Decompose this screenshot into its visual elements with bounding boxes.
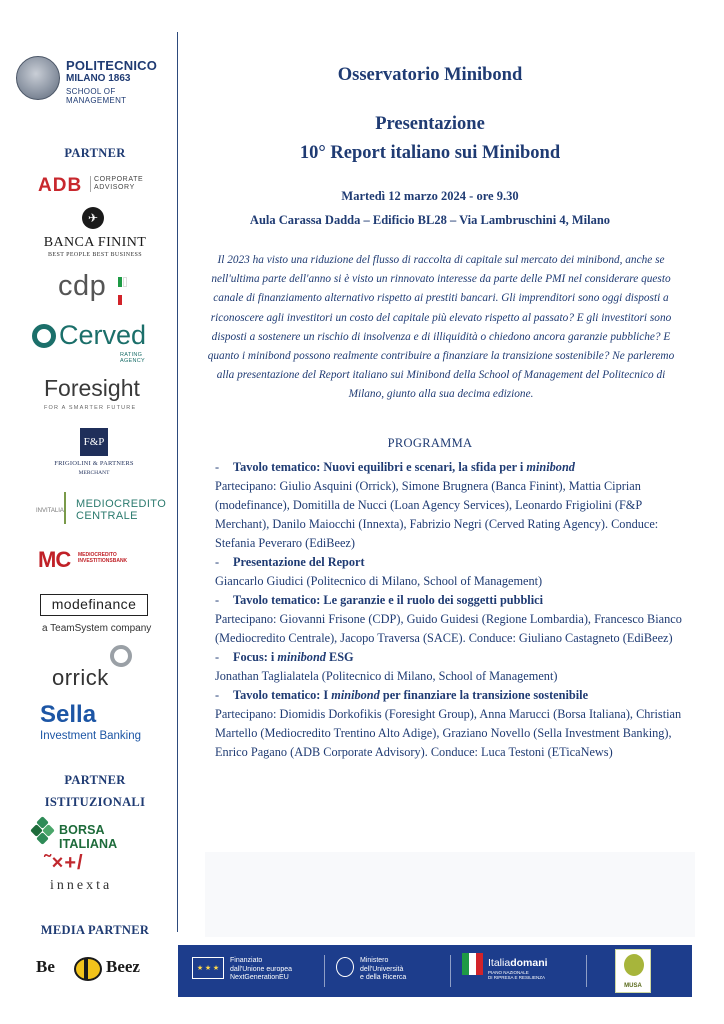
orrick-text: orrick <box>52 665 109 690</box>
cdp-logo[interactable] <box>58 270 138 306</box>
heading-text: Tavolo tematico: Nuovi equilibri e scenari, la sfida per i <box>233 460 527 474</box>
mcib-line2: INVESTITIONSBANK <box>78 558 128 564</box>
borsa-text: BORSA ITALIANA <box>59 823 118 851</box>
programma-title: PROGRAMMA <box>387 436 473 450</box>
modefinance-text: modefinance <box>40 594 148 616</box>
partner-heading: PARTNER <box>64 146 126 160</box>
heading-text-end: per finanziare la transizione sostenibile <box>379 688 589 702</box>
fp-sub: MERCHANT <box>78 470 110 476</box>
programma-item-body: Partecipano: Giovanni Frisone (CDP), Guido Guidesi (Regione Lombardia), Francesco Bianco (Mediocredito Centrale), Jacopo Traversa (SACE). Conduce: Giuliano Castagneto (EdiBeez) <box>215 612 682 645</box>
footer-divider <box>450 955 451 987</box>
finint-runner-icon: ✈ <box>82 207 104 229</box>
italia-text: Italia <box>488 957 511 969</box>
programma-item-body: Partecipano: Giulio Asquini (Orrick), Simone Brugnera (Banca Finint), Mattia Ciprian (modefinance), Domitilla de Nucci (Loan Agency Services), Leonardo Frigiolini (F&P Merchant), Danilo Maiocchi (Innexta), Fabrizio Negri (Cerved Rating Agency). Conduce: Stefania Peveraro (EdiBeez) <box>215 479 659 550</box>
partner-istituzionali-heading-2: ISTITUZIONALI <box>44 795 146 809</box>
sidebar <box>0 0 178 1024</box>
politecnico-name: POLITECNICO <box>66 58 158 73</box>
foresight-text: Foresight <box>44 375 140 401</box>
heading-text: Tavolo tematico: Le garanzie e il ruolo dei soggetti pubblici <box>233 593 544 607</box>
mcc-divider <box>64 492 66 524</box>
pnrr-text <box>488 970 545 980</box>
heading-text-end: ESG <box>325 650 354 664</box>
programma-item-body: Jonathan Taglialatela (Politecnico di Milano, School of Management) <box>215 669 558 683</box>
organization-title: Osservatorio Minibond <box>337 65 523 85</box>
italian-flag-icon <box>118 274 131 284</box>
pnrr-line2: DI RIPRESA E RESILIENZA <box>488 975 546 980</box>
programma-item-heading <box>215 591 685 610</box>
adb-mark: ADB <box>38 175 83 196</box>
bebeez-be: Be <box>36 957 55 976</box>
mur-line3: e della Ricerca <box>360 974 407 981</box>
programma-list <box>215 458 685 762</box>
musa-text: MUSA <box>624 983 642 989</box>
bullet-dash: - <box>215 555 220 569</box>
mcc-line1: MEDIOCREDITO <box>76 498 167 510</box>
modefinance-logo[interactable] <box>40 594 152 638</box>
adb-text <box>90 176 143 192</box>
mur-text <box>360 957 406 983</box>
programma-item-body: Giancarlo Giudici (Politecnico di Milano, School of Management) <box>215 574 543 588</box>
finint-tagline: BEST PEOPLE BEST BUSINESS <box>48 252 142 258</box>
heading-emphasis: minibond <box>331 688 380 702</box>
partner-istituzionali-heading-1: PARTNER <box>64 773 126 787</box>
mediocredito-investitionsbank-logo[interactable] <box>38 547 163 573</box>
fp-merchant-logo[interactable] <box>44 428 144 482</box>
mcc-line2: CENTRALE <box>76 510 138 522</box>
media-partner-heading: MEDIA PARTNER <box>40 923 150 937</box>
tree-icon <box>624 954 644 976</box>
eu-text <box>230 957 292 983</box>
sella-text: Sella <box>40 701 97 728</box>
fp-monogram: F&P <box>80 428 108 456</box>
foresight-sub: FOR A SMARTER FUTURE <box>44 405 137 411</box>
orrick-ring-icon <box>110 645 132 667</box>
blank-panel <box>205 852 695 937</box>
event-title-line2: 10° Report italiano sui Minibond <box>299 143 561 163</box>
sella-sub: Investment Banking <box>40 730 142 742</box>
domani-text: domani <box>510 957 548 969</box>
pnrr-line1: PIANO NAZIONALE <box>488 970 529 975</box>
modefinance-sub: a TeamSystem company <box>42 623 152 634</box>
sella-logo[interactable] <box>40 701 160 745</box>
politecnico-seal-icon <box>16 56 60 100</box>
innexta-mark-icon: ˜×+/ <box>44 852 84 874</box>
banca-finint-logo[interactable] <box>30 207 160 261</box>
heading-text: Presentazione del Report <box>233 555 365 569</box>
programma-item-body: Partecipano: Diomidis Dorkofikis (Foresight Group), Anna Marucci (Borsa Italiana), Christian Martello (Mediocredito Trentino Alto Adige), Graziano Novello (Sella Investment Banking), Enrico Pagano (ADB Corporate Advisory). Conduce: Luca Testoni (ETicaNews) <box>215 707 682 759</box>
heading-emphasis: minibond <box>526 460 575 474</box>
borsa-italiana-logo[interactable] <box>32 818 162 851</box>
cerved-sub: RATING AGENCY <box>120 352 146 364</box>
cerved-ring-icon <box>32 324 56 348</box>
cerved-text: Cerved <box>59 320 147 350</box>
eu-line3: NextGenerationEU <box>230 974 289 981</box>
politecnico-school: SCHOOL OF MANAGEMENT <box>66 87 127 105</box>
borsa-mark-icon <box>32 818 54 844</box>
heading-emphasis: minibond <box>277 650 326 664</box>
mcib-line1: MEDIOCREDITO <box>78 552 117 558</box>
bebeez-logo[interactable] <box>36 955 166 991</box>
bullet-dash: - <box>215 593 220 607</box>
mur-line1: Ministero <box>360 957 389 964</box>
eu-line2: dall'Unione europea <box>230 965 293 973</box>
adb-line2: ADVISORY <box>94 184 135 191</box>
adb-logo[interactable] <box>38 175 158 195</box>
footer-divider <box>324 955 325 987</box>
bullet-dash: - <box>215 650 220 664</box>
innexta-text: innexta <box>50 878 113 893</box>
event-date: Martedì 12 marzo 2024 - ore 9.30 <box>341 189 519 203</box>
italia-domani-text <box>488 957 548 969</box>
musa-logo[interactable] <box>615 949 651 993</box>
cerved-logo[interactable] <box>32 322 162 362</box>
mur-line2: dell'Università <box>360 965 404 973</box>
adb-line1: CORPORATE <box>94 176 144 183</box>
heading-text: Tavolo tematico: I <box>233 688 332 702</box>
mcib-text <box>78 552 127 564</box>
bullet-dash: - <box>215 688 220 702</box>
programma-item-heading <box>215 648 685 667</box>
fp-name: FRIGIOLINI & PARTNERS <box>54 460 134 467</box>
italian-emblem-icon <box>336 957 354 977</box>
sidebar-divider <box>177 32 178 932</box>
eu-line1: Finanziato <box>230 957 263 964</box>
orrick-logo[interactable] <box>52 645 142 691</box>
eu-flag-icon: ★ ★ ★ <box>192 957 224 979</box>
italia-domani-flag-icon <box>462 953 484 975</box>
bullet-dash: - <box>215 460 220 474</box>
funding-footer <box>178 945 692 997</box>
mcc-text <box>76 498 166 522</box>
footer-divider <box>586 955 587 987</box>
cdp-text: cdp <box>58 270 107 302</box>
mediocredito-centrale-logo[interactable] <box>36 492 166 524</box>
politecnico-city: MILANO 1863 <box>66 73 131 84</box>
intro-paragraph: Il 2023 ha visto una riduzione del flusso di raccolta di capitale sul mercato dei minibond, anche se nell'ultima parte dell'anno si è visto un rinnovato interesse da parte delle PMI nel considerare questo canale di finanziamento alternativo rispetto ai prestiti bancari. Gli imprenditori sono oggi disposti a riconoscere agli investitori un costo del capitale più elevato rispetto al passato? E gli investitori sono disposti a sostenere un rischio di insolvenza e di illiquidità o chiedono ancora garanzie pubbliche? E quanto i minibond possono realmente contribuire a finanziare la transizione sostenibile? Ne parleremo alla presentazione del Report italiano sui Minibond della School of Management del Politecnico di Milano, giunto alla sua decima edizione. <box>207 254 675 401</box>
programma-item-heading <box>215 686 685 705</box>
mcib-mark: MC <box>38 547 71 572</box>
foresight-logo[interactable] <box>44 375 159 415</box>
innexta-logo[interactable] <box>44 852 154 902</box>
invitalia-text: INVITALIA <box>36 508 64 514</box>
finint-name: BANCA FININT <box>43 235 147 250</box>
event-title-line1: Presentazione <box>375 114 485 134</box>
bee-icon <box>74 957 102 981</box>
heading-text: Focus: i <box>233 650 278 664</box>
bebeez-beez: Beez <box>106 957 140 976</box>
event-venue: Aula Carassa Dadda – Edificio BL28 – Via Lambruschini 4, Milano <box>249 213 611 227</box>
politecnico-logo[interactable] <box>16 56 174 105</box>
programma-item-heading <box>215 458 685 477</box>
programma-item-heading <box>215 553 685 572</box>
